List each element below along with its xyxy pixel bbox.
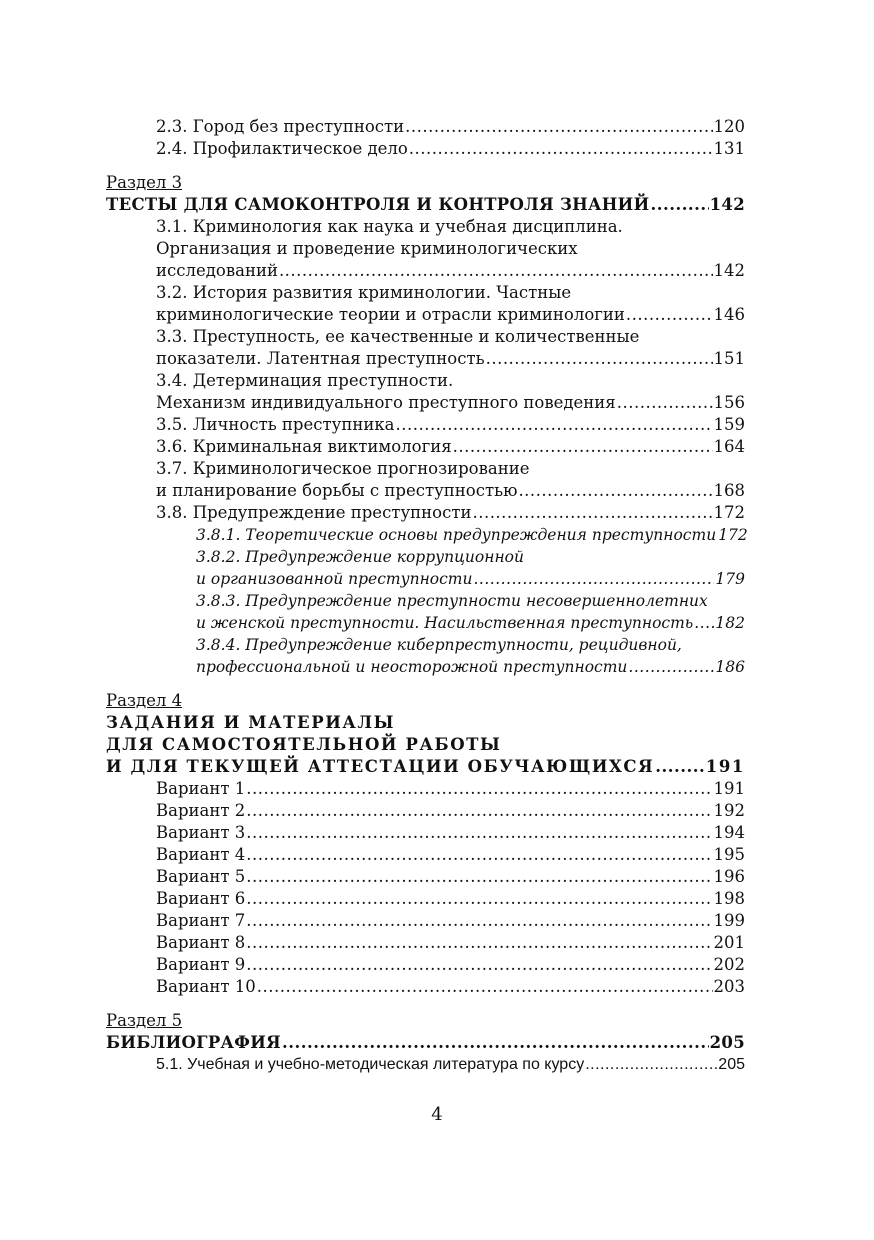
toc-entry-line: Организация и проведение криминологических (156, 239, 578, 258)
toc-entry: Вариант 7 ..... 199 (106, 910, 745, 932)
toc-entry-line: 3.7. Криминологическое прогнозирование (156, 459, 530, 478)
toc-entry: 3.6. Криминальная виктимология ..... 164 (106, 436, 745, 458)
section-label: Раздел 5 (106, 1011, 183, 1030)
toc-entry: и планирование борьбы с преступностью ..... 168 (106, 480, 745, 502)
toc-entry: 3.8. Предупреждение преступности ..... 172 (106, 502, 745, 524)
toc-subentry-line: 3.8.3. Предупреждение преступности несовершеннолетних (196, 592, 708, 610)
toc-entry: 3.5. Личность преступника ..... 159 (106, 414, 745, 436)
section-title-line: ДЛЯ САМОСТОЯТЕЛЬНОЙ РАБОТЫ (106, 735, 502, 754)
toc-entry: Механизм индивидуального преступного поведения ..... 156 (106, 392, 745, 414)
toc-entry: Вариант 6 ..... 198 (106, 888, 745, 910)
section-title: ТЕСТЫ ДЛЯ САМОКОНТРОЛЯ И КОНТРОЛЯ ЗНАНИЙ ..... 142 (106, 194, 745, 216)
toc-entry-line: 3.1. Криминология как наука и учебная дисциплина. (156, 217, 623, 236)
toc-entry: Вариант 1 ..... 191 (106, 778, 745, 800)
toc-entry: Вариант 5 ..... 196 (106, 866, 745, 888)
toc-subentry: 3.8.1. Теоретические основы предупреждения преступности 172 (196, 526, 748, 544)
toc-entry-line: 3.2. История развития криминологии. Частные (156, 283, 572, 302)
toc-entry: Вариант 9 ..... 202 (106, 954, 745, 976)
toc-entry: криминологические теории и отрасли криминологии ..... 146 (106, 304, 745, 326)
toc-entry: Вариант 3 ..... 194 (106, 822, 745, 844)
section-title-line: ЗАДАНИЯ И МАТЕРИАЛЫ (106, 713, 396, 732)
toc-entry-line: 3.4. Детерминация преступности. (156, 371, 454, 390)
toc-entry: 2.4. Профилактическое дело ..... 131 (106, 138, 745, 160)
toc-subentry: и женской преступности. Насильственная преступность ..... 182 (106, 612, 745, 634)
page-number: 4 (431, 1104, 443, 1125)
toc-subentry-line: 3.8.2. Предупреждение коррупционной (196, 548, 524, 566)
section-title: БИБЛИОГРАФИЯ ..... 205 (106, 1032, 745, 1054)
variant-list (106, 778, 745, 998)
toc-subentry: и организованной преступности ..... 179 (106, 568, 745, 590)
section-title: И ДЛЯ ТЕКУЩЕЙ АТТЕСТАЦИИ ОБУЧАЮЩИХСЯ ..... 191 (106, 756, 745, 778)
toc-entry: 5.1. Учебная и учебно-методическая литература по курсу ..... 205 (106, 1054, 745, 1076)
toc-entry: Вариант 10 ..... 203 (106, 976, 745, 998)
toc-subentry-line: 3.8.4. Предупреждение киберпреступности, рецидивной, (196, 636, 682, 654)
toc-entry-line: 3.3. Преступность, ее качественные и количественные (156, 327, 640, 346)
toc-entry: Вариант 2 ..... 192 (106, 800, 745, 822)
toc-entry: 2.3. Город без преступности ..... 120 (106, 116, 745, 138)
section-label: Раздел 3 (106, 173, 183, 192)
toc-entry: Вариант 8 ..... 201 (106, 932, 745, 954)
table-of-contents (106, 116, 748, 1076)
toc-subentry: профессиональной и неосторожной преступности ..... 186 (106, 656, 745, 678)
toc-entry: показатели. Латентная преступность ..... 151 (106, 348, 745, 370)
toc-entry: исследований ..... 142 (106, 260, 745, 282)
toc-entry: Вариант 4 ..... 195 (106, 844, 745, 866)
section-label: Раздел 4 (106, 691, 183, 710)
